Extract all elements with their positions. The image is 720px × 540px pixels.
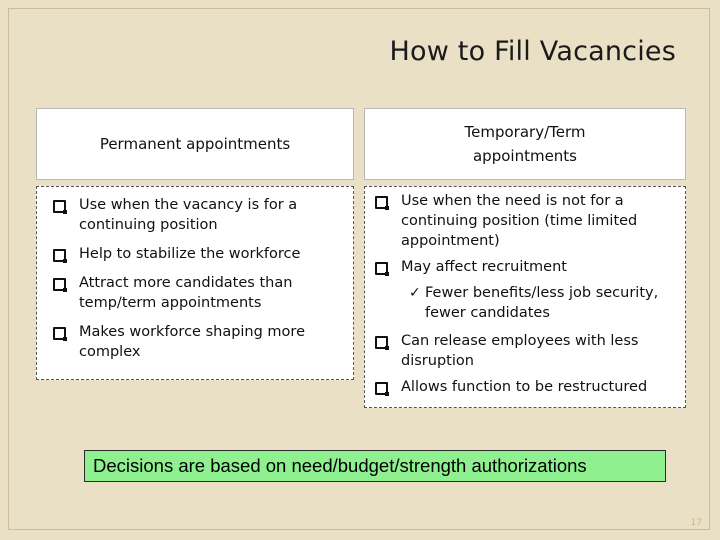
permanent-heading-box: [36, 108, 354, 180]
list-item: Use when the need is not for a continuing position (time limited appointment): [375, 191, 675, 251]
square-bullet-icon: [53, 200, 66, 213]
list-item: Use when the vacancy is for a continuing position: [53, 195, 343, 235]
list-item: Attract more candidates than temp/term appointments: [53, 273, 343, 313]
square-bullet-icon: [53, 278, 66, 291]
square-bullet-icon: [375, 196, 388, 209]
list-item: Help to stabilize the workforce: [53, 244, 343, 264]
list-item: May affect recruitment: [375, 257, 675, 277]
permanent-heading: Permanent appointments: [99, 135, 291, 153]
list-item: Allows function to be restructured: [375, 377, 675, 397]
square-bullet-icon: [53, 327, 66, 340]
temporary-bullets-box: [364, 186, 686, 408]
decision-note: Decisions are based on need/budget/strength authorizations: [84, 450, 666, 482]
square-bullet-icon: [375, 382, 388, 395]
page-number: 17: [690, 518, 702, 528]
square-bullet-icon: [375, 262, 388, 275]
list-item: Can release employees with less disruption: [375, 331, 675, 371]
list-item: Makes workforce shaping more complex: [53, 322, 343, 362]
permanent-bullets-box: [36, 186, 354, 380]
checkmark-icon: ✓: [409, 285, 421, 301]
sub-list-item: ✓ Fewer benefits/less job security, fewer candidates: [409, 285, 659, 321]
square-bullet-icon: [375, 336, 388, 349]
temporary-heading-box: [364, 108, 686, 180]
slide-title: How to Fill Vacancies: [389, 36, 676, 67]
temporary-heading: Temporary/Term appointments: [464, 123, 586, 165]
square-bullet-icon: [53, 249, 66, 262]
